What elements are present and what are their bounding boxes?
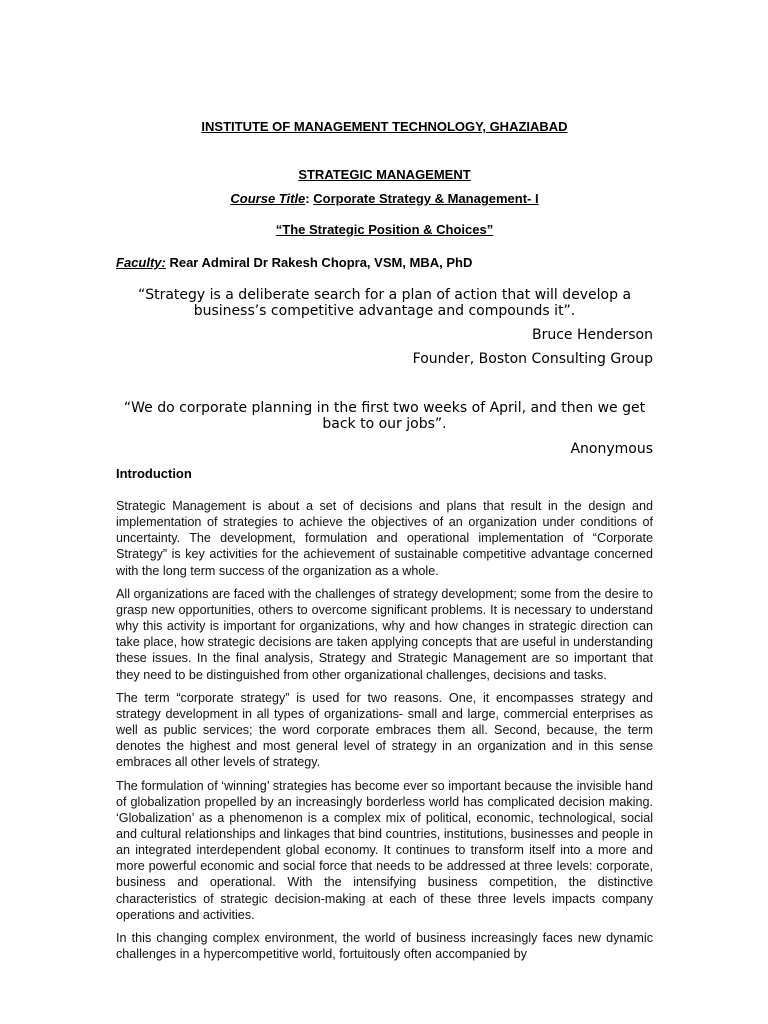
- faculty-label: Faculty:: [116, 255, 166, 270]
- institute-title: INSTITUTE OF MANAGEMENT TECHNOLOGY, GHAZIABAD: [201, 119, 568, 134]
- paragraph: Strategic Management is about a set of decisions and plans that result in the design and implementation of strategies to achieve the objectives of an organization under conditions of uncertainty. The development, formulation and operational implementation of “Corporate Strategy” is key activities for the achievement of sustainable competitive advantage concerned with the long term success of the organization as a whole.: [116, 499, 653, 578]
- introduction-body: [116, 498, 653, 969]
- paragraph: In this changing complex environment, the world of business increasingly faces new dynamic challenges in a hypercompetitive world, fortuitously often accompanied by: [116, 930, 653, 962]
- paragraph: All organizations are faced with the challenges of strategy development; some from the desire to grasp new opportunities, others to overcome significant problems. It is necessary to understand why this activity is important for organizations, why and how changes in strategic direction can take place, how strategic decisions are taken applying concepts that are useful in understanding these issues. In the final analysis, Strategy and Strategic Management are so important that they need to be distinguished from other organizational challenges, decisions and tasks.: [116, 586, 653, 682]
- course-title-value: Corporate Strategy & Management- I: [313, 191, 539, 206]
- course-title-separator: :: [305, 191, 314, 206]
- theme-title: “The Strategic Position & Choices”: [275, 222, 494, 237]
- course-title-label: Course Title: [230, 191, 306, 206]
- faculty-name: Rear Admiral Dr Rakesh Chopra, VSM, MBA, PhD: [165, 255, 473, 270]
- course-line: [116, 191, 653, 207]
- document-page: [116, 0, 653, 1024]
- faculty-line: [116, 255, 653, 271]
- quote-text: “Strategy is a deliberate search for a plan of action that will develop a business’s competitive advantage and compounds it”.: [137, 287, 632, 319]
- quote-affiliation: Founder, Boston Consulting Group: [412, 351, 653, 367]
- subject-title: STRATEGIC MANAGEMENT: [298, 167, 471, 182]
- paragraph: The formulation of ‘winning’ strategies has become ever so important because the invisible hand of globalization propelled by an increasingly borderless world has complicated decision making. ‘Globalization’ as a phenomenon is a complex mix of political, economic, technological, social and cultural relationships and linkages that bind countries, institutions, businesses and people in an integrated interdependent global economy. It continues to transform itself into a more and more powerful economic and social force that needs to be addressed at three levels: corporate, business and operational. With the intensifying business competition, the distinctive characteristics of strategic decision-making at each of these three levels impacts company operations and activities.: [116, 778, 653, 922]
- quote-text: “We do corporate planning in the first two weeks of April, and then we get back to our jobs”.: [123, 400, 646, 432]
- quote-author: Bruce Henderson: [532, 327, 653, 343]
- quote-author: Anonymous: [570, 441, 653, 457]
- paragraph: The term “corporate strategy” is used for two reasons. One, it encompasses strategy and strategy development in all types of organizations- small and large, commercial enterprises as well as public services; the word corporate embraces them all. Second, because, the term denotes the highest and most general level of strategy in an organization and in this sense embraces all other levels of strategy.: [116, 690, 653, 770]
- section-heading: Introduction: [116, 466, 192, 481]
